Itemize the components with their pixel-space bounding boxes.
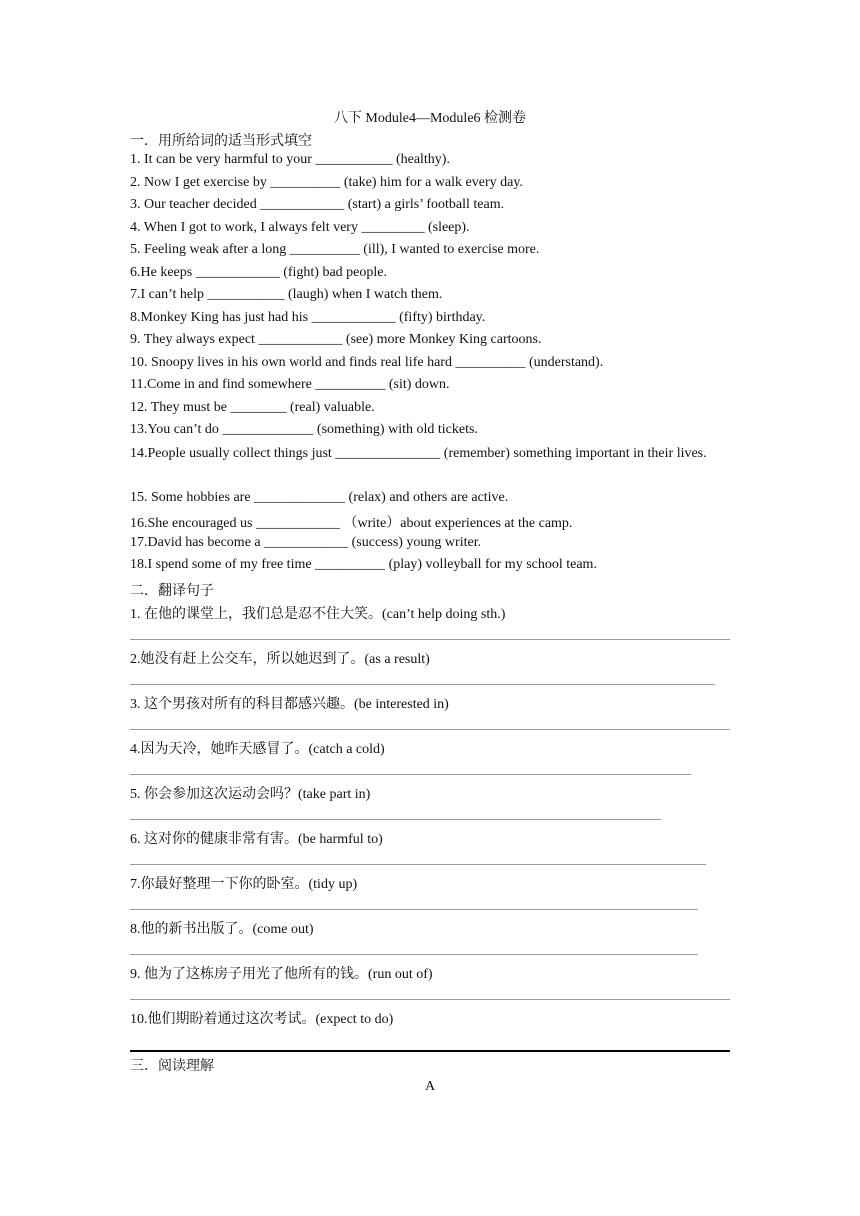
answer-line	[130, 864, 706, 865]
s1-item-5: 5. Feeling weak after a long __________ (ill), I wanted to exercise more.	[130, 242, 540, 257]
answer-line	[130, 909, 698, 910]
section-divider	[130, 1050, 730, 1052]
answer-line	[130, 819, 661, 820]
s1-item-9: 9. They always expect ____________ (see) more Monkey King cartoons.	[130, 332, 542, 347]
s1-item-3: 3. Our teacher decided ____________ (start) a girls’ football team.	[130, 197, 505, 212]
s2-item-4: 4.因为天冷，她昨天感冒了。(catch a cold)	[130, 742, 385, 757]
s2-item-5: 5. 你会参加这次运动会吗？(take part in)	[130, 787, 371, 802]
answer-line	[130, 684, 715, 685]
s1-item-1: 1. It can be very harmful to your ___________ (healthy).	[130, 152, 450, 167]
answer-line	[130, 639, 730, 640]
s1-item-2: 2. Now I get exercise by __________ (take) him for a walk every day.	[130, 175, 523, 190]
s2-item-7: 7.你最好整理一下你的卧室。(tidy up)	[130, 877, 358, 892]
s1-item-16: 16.She encouraged us ____________ （write）about experiences at the camp.	[130, 516, 573, 531]
section3-heading: 三．阅读理解	[130, 1059, 214, 1074]
s2-item-3: 3. 这个男孩对所有的科目都感兴趣。(be interested in)	[130, 697, 449, 712]
s2-item-9: 9. 他为了这栋房子用光了他所有的钱。(run out of)	[130, 967, 433, 982]
answer-line	[130, 774, 691, 775]
s2-item-10: 10.他们期盼着通过这次考试。(expect to do)	[130, 1012, 394, 1027]
s1-item-6: 6.He keeps ____________ (fight) bad people.	[130, 265, 387, 280]
s2-item-1: 1. 在他的课堂上，我们总是忍不住大笑。(can’t help doing sth.)	[130, 607, 506, 622]
s1-item-10: 10. Snoopy lives in his own world and finds real life hard __________ (understand).	[130, 355, 604, 370]
answer-line	[130, 999, 730, 1000]
section1-heading: 一．用所给词的适当形式填空	[130, 134, 312, 149]
s1-item-18: 18.I spend some of my free time __________ (play) volleyball for my school team.	[130, 557, 597, 572]
s2-item-2: 2.她没有赶上公交车，所以她迟到了。(as a result)	[130, 652, 430, 667]
answer-line	[130, 729, 730, 730]
s2-item-8: 8.他的新书出版了。(come out)	[130, 922, 314, 937]
s1-item-14: 14.People usually collect things just _______________ (remember) something important in their lives.	[130, 446, 707, 461]
s1-item-4: 4. When I got to work, I always felt very _________ (sleep).	[130, 220, 470, 235]
s1-item-11: 11.Come in and find somewhere __________ (sit) down.	[130, 377, 450, 392]
s1-item-17: 17.David has become a ____________ (success) young writer.	[130, 535, 482, 550]
answer-line	[130, 954, 698, 955]
passage-label: A	[424, 1079, 436, 1094]
s1-item-15: 15. Some hobbies are _____________ (relax) and others are active.	[130, 490, 509, 505]
s1-item-12: 12. They must be ________ (real) valuable.	[130, 400, 375, 415]
page-title: 八下 Module4—Module6 检测卷	[333, 111, 527, 126]
s1-item-7: 7.I can’t help ___________ (laugh) when I watch them.	[130, 287, 443, 302]
s1-item-13: 13.You can’t do _____________ (something) with old tickets.	[130, 422, 478, 437]
section2-heading: 二．翻译句子	[130, 584, 214, 599]
s2-item-6: 6. 这对你的健康非常有害。(be harmful to)	[130, 832, 383, 847]
s1-item-8: 8.Monkey King has just had his ____________ (fifty) birthday.	[130, 310, 486, 325]
